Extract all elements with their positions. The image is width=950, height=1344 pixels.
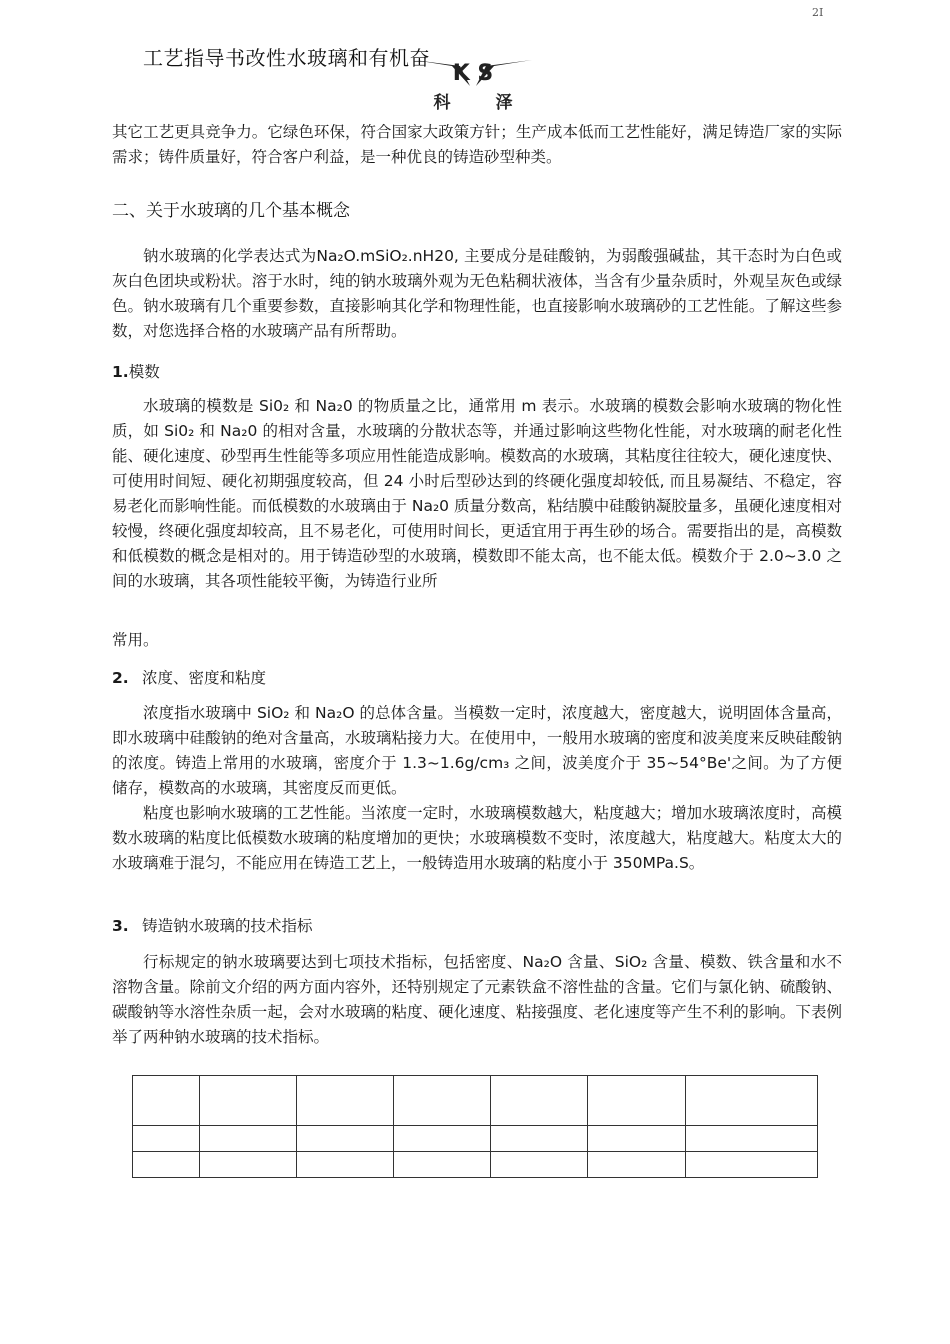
- table-cell: [200, 1152, 297, 1178]
- table-cell: [297, 1076, 394, 1126]
- spec-table: [132, 1075, 818, 1178]
- section2-paragraph: 钠水玻璃的化学表达式为Na₂O.mSiO₂.nH20, 主要成分是硅酸钠，为弱酸强碱盐，其干态时为白色或灰白色团块或粉状。溶于水时，纯的钠水玻璃外观为无色粘稠状液体，当含有少量杂质时，外观呈灰色或绿色。钠水玻璃有几个重要参数，直接影响其化学和物理性能，也直接影响水玻璃砂的工艺性能。了解这些参数，对您选择合格的水玻璃产品有所帮助。: [112, 247, 842, 340]
- header-title: 工艺指导书改性水玻璃和有机奋: [143, 46, 430, 70]
- table-cell: [588, 1126, 686, 1152]
- subheading-1-number: 1.: [112, 363, 129, 381]
- logo-letters: K S: [452, 61, 494, 86]
- page-number: 2I: [812, 6, 824, 19]
- table-cell: [686, 1152, 818, 1178]
- company-logo: [412, 56, 534, 112]
- table-cell: [133, 1076, 200, 1126]
- table-cell: [588, 1152, 686, 1178]
- table-cell: [133, 1126, 200, 1152]
- sub1-paragraph: 水玻璃的模数是 Si0₂ 和 Na₂0 的物质量之比，通常用 m 表示。水玻璃的模数会影响水玻璃的物化性质，如 Si0₂ 和 Na₂0 的相对含量，水玻璃的分散状态等，并通过影响这些物化性能，对水玻璃的耐老化性能、硬化速度、砂型再生性能等多项应用性能造成影响。模数高的水玻璃，其粘度往往较大，硬化速度快、可使用时间短、硬化初期强度较高，但 24 小时后型砂达到的终硬化强度却较低, 而且易凝结、不稳定，容易老化而影响性能。而低模数的水玻璃由于 Na₂0 质量分数高，粘结膜中硅酸钠凝胶量多，虽硬化速度相对较慢，终硬化强度却较高，且不易老化，可使用时间长，更适宜用于再生砂的场合。需要指出的是，高模数和低模数的概念是相对的。用于铸造砂型的水玻璃，模数即不能太高，也不能太低。模数介于 2.0~3.0 之间的水玻璃，其各项性能较平衡，为铸造行业所: [112, 397, 842, 590]
- subheading-2: [112, 666, 266, 688]
- table-cell: [491, 1076, 588, 1126]
- sub2-paragraph-1: 浓度指水玻璃中 SiO₂ 和 Na₂O 的总体含量。当模数一定时，浓度越大，密度越大，说明固体含量高，即水玻璃中硅酸钠的绝对含量高，水玻璃粘接力大。在使用中，一般用水玻璃的密度和波美度来反映硅酸钠的浓度。铸造上常用的水玻璃，密度介于 1.3~1.6g/cm₃ 之间，波美度介于 35~54°Be'之间。为了方便储存，模数高的水玻璃，其密度反而更低。: [112, 704, 842, 797]
- table-row: [133, 1126, 818, 1152]
- logo-char-1: 科: [433, 93, 451, 112]
- logo-char-2: 泽: [495, 93, 513, 112]
- table-row: [133, 1076, 818, 1126]
- subheading-3-number: 3.: [112, 917, 129, 935]
- subheading-3-title: 铸造钠水玻璃的技术指标: [142, 917, 313, 935]
- table-cell: [133, 1152, 200, 1178]
- table-cell: [686, 1076, 818, 1126]
- subheading-1: [112, 360, 160, 382]
- table-cell: [394, 1126, 491, 1152]
- table-cell: [491, 1152, 588, 1178]
- sub2-paragraph-2: 粘度也影响水玻璃的工艺性能。当浓度一定时，水玻璃模数越大，粘度越大；增加水玻璃浓度时，高模数水玻璃的粘度比低模数水玻璃的粘度增加的更快；水玻璃模数不变时，浓度越大，粘度越大。粘度太大的水玻璃难于混匀，不能应用在铸造工艺上，一般铸造用水玻璃的粘度小于 350MPa.S。: [112, 804, 842, 872]
- subheading-3: [112, 914, 313, 936]
- section-heading-2: 二、关于水玻璃的几个基本概念: [112, 201, 350, 221]
- table-cell: [297, 1126, 394, 1152]
- subheading-2-title: 浓度、密度和粘度: [142, 669, 267, 687]
- table-row: [133, 1152, 818, 1178]
- intro-paragraph: 其它工艺更具竞争力。它绿色环保，符合国家大政策方针；生产成本低而工艺性能好，满足铸造厂家的实际需求；铸件质量好，符合客户利益，是一种优良的铸造砂型种类。: [112, 123, 842, 166]
- table-cell: [200, 1126, 297, 1152]
- subheading-1-title: 模数: [128, 363, 160, 381]
- table-cell: [394, 1076, 491, 1126]
- sub3-paragraph: 行标规定的钠水玻璃要达到七项技术指标，包括密度、Na₂O 含量、SiO₂ 含量、模数、铁含量和水不溶物含量。除前文介绍的两方面内容外，还特别规定了元素铁盒不溶性盐的含量。它们与氯化钠、硫酸钠、碳酸钠等水溶性杂质一起，会对水玻璃的粘度、硬化速度、粘接强度、老化速度等产生不利的影响。下表例举了两种钠水玻璃的技术指标。: [112, 953, 842, 1046]
- table-cell: [588, 1076, 686, 1126]
- table-cell: [686, 1126, 818, 1152]
- sub1-paragraph-tail: 常用。: [112, 631, 159, 649]
- table-cell: [491, 1126, 588, 1152]
- table-cell: [200, 1076, 297, 1126]
- table-cell: [297, 1152, 394, 1178]
- table-cell: [394, 1152, 491, 1178]
- subheading-2-number: 2.: [112, 669, 129, 687]
